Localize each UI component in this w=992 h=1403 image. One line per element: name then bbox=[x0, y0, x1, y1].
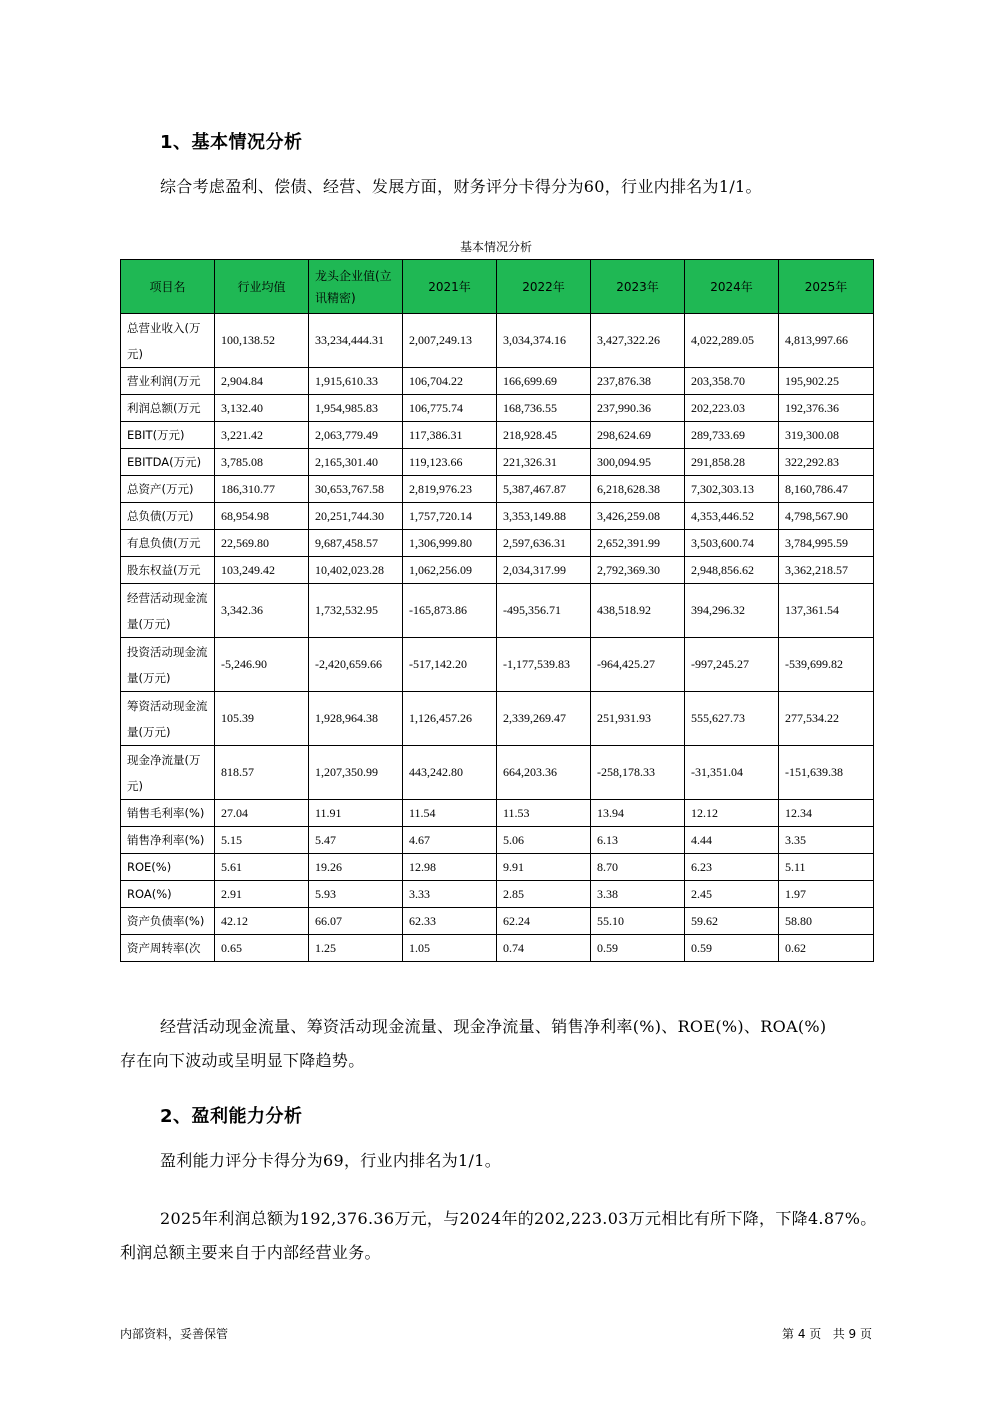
table-cell: 1,062,256.09 bbox=[403, 557, 497, 584]
table-cell: 289,733.69 bbox=[685, 422, 779, 449]
table-cell: 62.33 bbox=[403, 908, 497, 935]
table-cell: 664,203.36 bbox=[497, 746, 591, 800]
table-cell: -495,356.71 bbox=[497, 584, 591, 638]
table-cell: 27.04 bbox=[215, 800, 309, 827]
trend-note-line2: 存在向下波动或呈明显下降趋势。 bbox=[120, 1051, 365, 1070]
table-row bbox=[121, 638, 874, 692]
row-label: 总营业收入(万元) bbox=[121, 314, 215, 368]
table-cell: 2.91 bbox=[215, 881, 309, 908]
table-cell: 5.11 bbox=[779, 854, 874, 881]
table-row bbox=[121, 557, 874, 584]
table-cell: 105.39 bbox=[215, 692, 309, 746]
table-cell: 4,798,567.90 bbox=[779, 503, 874, 530]
table-cell: 555,627.73 bbox=[685, 692, 779, 746]
row-label: 经营活动现金流量(万元) bbox=[121, 584, 215, 638]
table-cell: 2,165,301.40 bbox=[309, 449, 403, 476]
table-cell: 117,386.31 bbox=[403, 422, 497, 449]
table-cell: 6,218,628.38 bbox=[591, 476, 685, 503]
table-cell: 9.91 bbox=[497, 854, 591, 881]
table-cell: 2,652,391.99 bbox=[591, 530, 685, 557]
table-cell: 394,296.32 bbox=[685, 584, 779, 638]
section1-heading: 1、基本情况分析 bbox=[160, 132, 303, 153]
section1-summary: 综合考虑盈利、偿债、经营、发展方面，财务评分卡得分为60，行业内排名为1/1。 bbox=[160, 177, 762, 196]
table-cell: 166,699.69 bbox=[497, 368, 591, 395]
table-row bbox=[121, 449, 874, 476]
table-cell: 12.98 bbox=[403, 854, 497, 881]
table-row bbox=[121, 746, 874, 800]
table-row bbox=[121, 584, 874, 638]
table-cell: 7,302,303.13 bbox=[685, 476, 779, 503]
table-cell: 2,034,317.99 bbox=[497, 557, 591, 584]
table-cell: 221,326.31 bbox=[497, 449, 591, 476]
table-row bbox=[121, 314, 874, 368]
row-label: 总负债(万元) bbox=[121, 503, 215, 530]
table-row bbox=[121, 827, 874, 854]
table-cell: 3,132.40 bbox=[215, 395, 309, 422]
table-row bbox=[121, 881, 874, 908]
table-cell: -5,246.90 bbox=[215, 638, 309, 692]
table-cell: 2,007,249.13 bbox=[403, 314, 497, 368]
table-cell: -2,420,659.66 bbox=[309, 638, 403, 692]
table-cell: 11.53 bbox=[497, 800, 591, 827]
table-cell: 58.80 bbox=[779, 908, 874, 935]
table-cell: 1,306,999.80 bbox=[403, 530, 497, 557]
table-cell: 1,732,532.95 bbox=[309, 584, 403, 638]
row-label: ROA(%) bbox=[121, 881, 215, 908]
table-cell: -517,142.20 bbox=[403, 638, 497, 692]
table-cell: -964,425.27 bbox=[591, 638, 685, 692]
table-cell: 2.85 bbox=[497, 881, 591, 908]
row-label: 股东权益(万元 bbox=[121, 557, 215, 584]
table-cell: 4,022,289.05 bbox=[685, 314, 779, 368]
header-2021: 2021年 bbox=[403, 260, 497, 314]
table-cell: 3,427,322.26 bbox=[591, 314, 685, 368]
row-label: 筹资活动现金流量(万元) bbox=[121, 692, 215, 746]
table-cell: 1.25 bbox=[309, 935, 403, 962]
table-cell: 5.47 bbox=[309, 827, 403, 854]
table-cell: -151,639.38 bbox=[779, 746, 874, 800]
table-cell: 3,342.36 bbox=[215, 584, 309, 638]
table-row bbox=[121, 800, 874, 827]
table-cell: 443,242.80 bbox=[403, 746, 497, 800]
table-cell: 22,569.80 bbox=[215, 530, 309, 557]
table-cell: 1,954,985.83 bbox=[309, 395, 403, 422]
row-label: 利润总额(万元 bbox=[121, 395, 215, 422]
table-cell: 0.74 bbox=[497, 935, 591, 962]
table-row bbox=[121, 530, 874, 557]
table-cell: 1.05 bbox=[403, 935, 497, 962]
table-cell: 3,034,374.16 bbox=[497, 314, 591, 368]
table-cell: 20,251,744.30 bbox=[309, 503, 403, 530]
table-cell: 68,954.98 bbox=[215, 503, 309, 530]
table-cell: 1,126,457.26 bbox=[403, 692, 497, 746]
table-cell: 168,736.55 bbox=[497, 395, 591, 422]
table-row bbox=[121, 395, 874, 422]
row-label: 有息负债(万元 bbox=[121, 530, 215, 557]
table-cell: 59.62 bbox=[685, 908, 779, 935]
header-2025: 2025年 bbox=[779, 260, 874, 314]
row-label: EBIT(万元) bbox=[121, 422, 215, 449]
table-cell: 277,534.22 bbox=[779, 692, 874, 746]
table-cell: 1.97 bbox=[779, 881, 874, 908]
table-cell: 5.93 bbox=[309, 881, 403, 908]
table-cell: 5,387,467.87 bbox=[497, 476, 591, 503]
table-cell: 3,785.08 bbox=[215, 449, 309, 476]
profit-summary-line1: 2025年利润总额为192,376.36万元，与2024年的202,223.03万元相比有所下降，下降4.87%。 bbox=[160, 1209, 877, 1228]
table-cell: 4.67 bbox=[403, 827, 497, 854]
table-cell: 8,160,786.47 bbox=[779, 476, 874, 503]
header-2024: 2024年 bbox=[685, 260, 779, 314]
table-cell: 0.59 bbox=[685, 935, 779, 962]
table-cell: 8.70 bbox=[591, 854, 685, 881]
row-label: 销售毛利率(%) bbox=[121, 800, 215, 827]
table-cell: 438,518.92 bbox=[591, 584, 685, 638]
table-cell: 11.91 bbox=[309, 800, 403, 827]
table-cell: 106,704.22 bbox=[403, 368, 497, 395]
table-cell: 298,624.69 bbox=[591, 422, 685, 449]
table-cell: 5.61 bbox=[215, 854, 309, 881]
table-cell: 106,775.74 bbox=[403, 395, 497, 422]
table-cell: 3,426,259.08 bbox=[591, 503, 685, 530]
row-label: 现金净流量(万元) bbox=[121, 746, 215, 800]
table-cell: 2,819,976.23 bbox=[403, 476, 497, 503]
profit-summary-line2: 利润总额主要来自于内部经营业务。 bbox=[120, 1243, 381, 1262]
table-cell: 3,362,218.57 bbox=[779, 557, 874, 584]
table-cell: 237,876.38 bbox=[591, 368, 685, 395]
table-cell: -31,351.04 bbox=[685, 746, 779, 800]
table-cell: 1,207,350.99 bbox=[309, 746, 403, 800]
footer-left: 内部资料，妥善保管 bbox=[120, 1327, 229, 1341]
table-cell: 5.15 bbox=[215, 827, 309, 854]
table-cell: 9,687,458.57 bbox=[309, 530, 403, 557]
table-row bbox=[121, 854, 874, 881]
table-row bbox=[121, 422, 874, 449]
table-cell: 5.06 bbox=[497, 827, 591, 854]
table-cell: 3,221.42 bbox=[215, 422, 309, 449]
footer-page-number: 第 4 页 共 9 页 bbox=[782, 1327, 872, 1341]
header-item-name: 项目名 bbox=[121, 260, 215, 314]
table-cell: 818.57 bbox=[215, 746, 309, 800]
table-cell: 42.12 bbox=[215, 908, 309, 935]
table-cell: 3,353,149.88 bbox=[497, 503, 591, 530]
table-cell: 10,402,023.28 bbox=[309, 557, 403, 584]
table-cell: 1,757,720.14 bbox=[403, 503, 497, 530]
section2-heading: 2、盈利能力分析 bbox=[160, 1106, 303, 1127]
table-cell: -258,178.33 bbox=[591, 746, 685, 800]
table-cell: -539,699.82 bbox=[779, 638, 874, 692]
table-cell: 322,292.83 bbox=[779, 449, 874, 476]
table-row bbox=[121, 476, 874, 503]
table-cell: 100,138.52 bbox=[215, 314, 309, 368]
header-industry-avg: 行业均值 bbox=[215, 260, 309, 314]
table-cell: 2,948,856.62 bbox=[685, 557, 779, 584]
row-label: 资产负债率(%) bbox=[121, 908, 215, 935]
row-label: ROE(%) bbox=[121, 854, 215, 881]
table-cell: 3.33 bbox=[403, 881, 497, 908]
table-cell: 55.10 bbox=[591, 908, 685, 935]
table-cell: 3.38 bbox=[591, 881, 685, 908]
table-cell: 2,597,636.31 bbox=[497, 530, 591, 557]
table-cell: 300,094.95 bbox=[591, 449, 685, 476]
table-header-row bbox=[121, 260, 874, 314]
table-cell: 237,990.36 bbox=[591, 395, 685, 422]
table-cell: 4,353,446.52 bbox=[685, 503, 779, 530]
table-cell: 202,223.03 bbox=[685, 395, 779, 422]
table-cell: 3,784,995.59 bbox=[779, 530, 874, 557]
table-caption: 基本情况分析 bbox=[459, 240, 532, 254]
header-2023: 2023年 bbox=[591, 260, 685, 314]
row-label: 营业利润(万元 bbox=[121, 368, 215, 395]
table-cell: 186,310.77 bbox=[215, 476, 309, 503]
header-2022: 2022年 bbox=[497, 260, 591, 314]
table-cell: 218,928.45 bbox=[497, 422, 591, 449]
table-cell: 2,904.84 bbox=[215, 368, 309, 395]
table-cell: 4.44 bbox=[685, 827, 779, 854]
table-row bbox=[121, 908, 874, 935]
table-cell: -1,177,539.83 bbox=[497, 638, 591, 692]
row-label: 资产周转率(次 bbox=[121, 935, 215, 962]
table-cell: 3.35 bbox=[779, 827, 874, 854]
table-cell: -997,245.27 bbox=[685, 638, 779, 692]
table-cell: 0.65 bbox=[215, 935, 309, 962]
table-cell: 1,928,964.38 bbox=[309, 692, 403, 746]
table-cell: 2.45 bbox=[685, 881, 779, 908]
row-label: 总资产(万元) bbox=[121, 476, 215, 503]
section2-score: 盈利能力评分卡得分为69，行业内排名为1/1。 bbox=[160, 1151, 502, 1170]
table-row bbox=[121, 503, 874, 530]
basic-analysis-table bbox=[120, 259, 874, 962]
table-cell: 251,931.93 bbox=[591, 692, 685, 746]
table-cell: 192,376.36 bbox=[779, 395, 874, 422]
table-cell: 62.24 bbox=[497, 908, 591, 935]
table-cell: 119,123.66 bbox=[403, 449, 497, 476]
table-cell: 13.94 bbox=[591, 800, 685, 827]
table-cell: 6.23 bbox=[685, 854, 779, 881]
table-cell: 12.34 bbox=[779, 800, 874, 827]
table-cell: 195,902.25 bbox=[779, 368, 874, 395]
table-cell: 137,361.54 bbox=[779, 584, 874, 638]
table-cell: 0.62 bbox=[779, 935, 874, 962]
table-cell: 0.59 bbox=[591, 935, 685, 962]
row-label: 销售净利率(%) bbox=[121, 827, 215, 854]
row-label: EBITDA(万元) bbox=[121, 449, 215, 476]
table-cell: 319,300.08 bbox=[779, 422, 874, 449]
table-row bbox=[121, 692, 874, 746]
table-row bbox=[121, 368, 874, 395]
table-cell: 30,653,767.58 bbox=[309, 476, 403, 503]
table-cell: 12.12 bbox=[685, 800, 779, 827]
table-cell: 4,813,997.66 bbox=[779, 314, 874, 368]
table-cell: -165,873.86 bbox=[403, 584, 497, 638]
table-cell: 66.07 bbox=[309, 908, 403, 935]
table-row bbox=[121, 935, 874, 962]
table-cell: 2,339,269.47 bbox=[497, 692, 591, 746]
table-cell: 203,358.70 bbox=[685, 368, 779, 395]
table-cell: 6.13 bbox=[591, 827, 685, 854]
table-cell: 19.26 bbox=[309, 854, 403, 881]
table-cell: 2,792,369.30 bbox=[591, 557, 685, 584]
trend-note-line1: 经营活动现金流量、筹资活动现金流量、现金净流量、销售净利率(%)、ROE(%)、ROA(%) bbox=[160, 1017, 827, 1036]
table-cell: 2,063,779.49 bbox=[309, 422, 403, 449]
row-label: 投资活动现金流量(万元) bbox=[121, 638, 215, 692]
table-cell: 3,503,600.74 bbox=[685, 530, 779, 557]
table-cell: 1,915,610.33 bbox=[309, 368, 403, 395]
table-cell: 11.54 bbox=[403, 800, 497, 827]
table-cell: 291,858.28 bbox=[685, 449, 779, 476]
header-leader-value: 龙头企业值(立讯精密) bbox=[309, 260, 403, 314]
table-cell: 33,234,444.31 bbox=[309, 314, 403, 368]
table-cell: 103,249.42 bbox=[215, 557, 309, 584]
